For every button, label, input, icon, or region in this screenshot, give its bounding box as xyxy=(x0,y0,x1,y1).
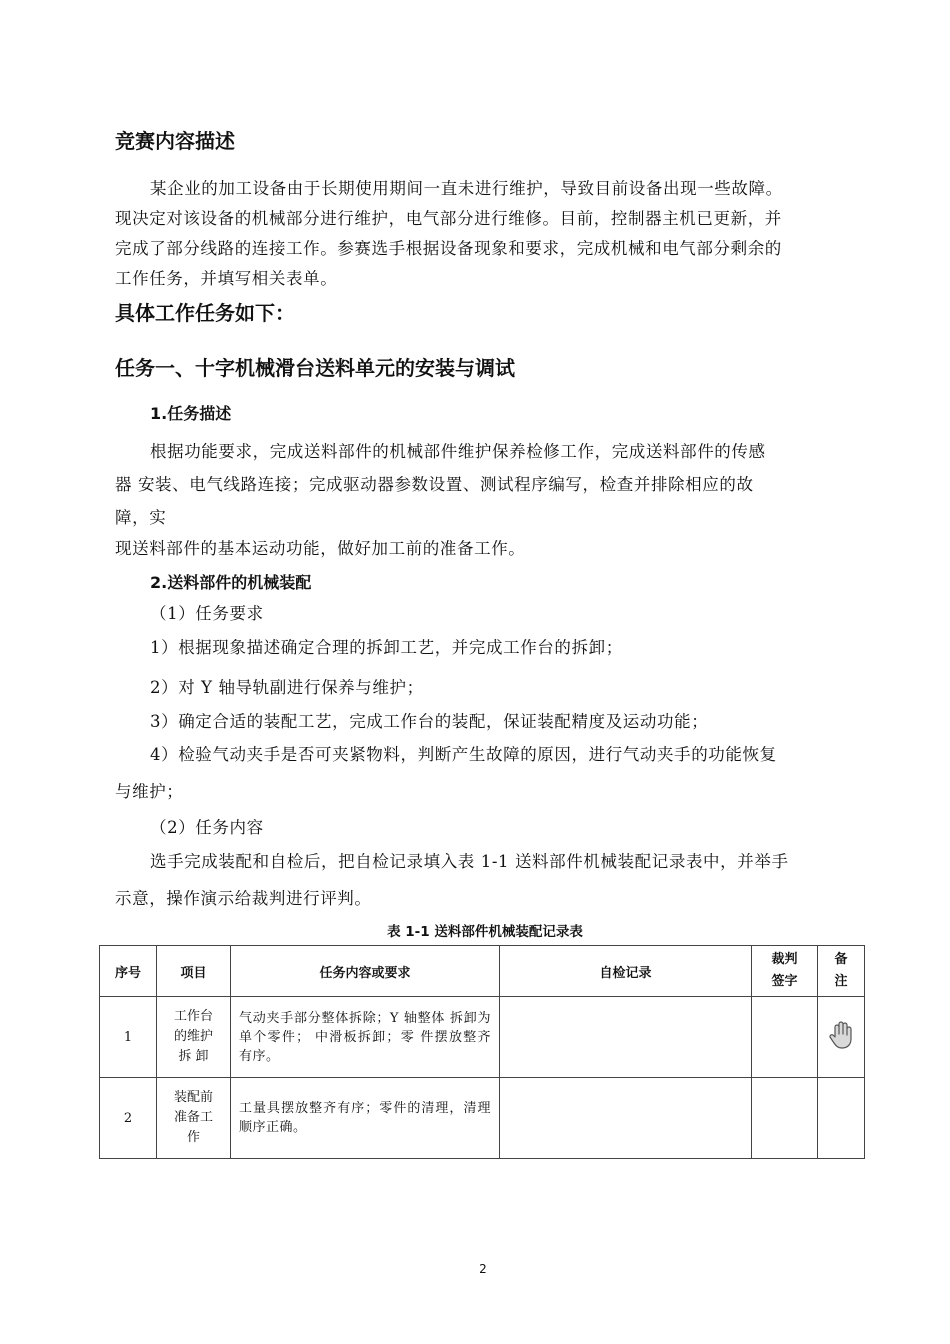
row-self-check[interactable] xyxy=(500,997,752,1078)
table-caption: 表 1-1 送料部件机械装配记录表 xyxy=(387,924,583,940)
header-judge-sign: 裁判签字 xyxy=(752,946,818,997)
table-row xyxy=(100,1078,865,1159)
header-note: 备注 xyxy=(818,946,865,997)
sec1-line: 现送料部件的基本运动功能，做好加工前的准备工作。 xyxy=(115,539,526,558)
requirement-item: 2）对 Y 轴导轨副进行保养与维护； xyxy=(150,678,424,697)
row-self-check[interactable] xyxy=(500,1078,752,1159)
row-requirement: 工量具摆放整齐有序；零件的清理，清理顺序正确。 xyxy=(231,1078,500,1159)
intro-line: 工作任务，并填写相关表单。 xyxy=(115,269,338,288)
header-no: 序号 xyxy=(100,946,157,997)
row-judge-sign[interactable] xyxy=(752,997,818,1078)
sec1-line: 器 安装、电气线路连接；完成驱动器参数设置、测试程序编写，检查并排除相应的故 xyxy=(115,475,754,494)
row-no: 1 xyxy=(100,997,157,1078)
intro-line: 现决定对该设备的机械部分进行维护，电气部分进行维修。目前，控制器主机已更新，并 xyxy=(115,209,782,228)
page-number: 2 xyxy=(479,1262,487,1276)
content-line: 选手完成装配和自检后，把自检记录填入表 1-1 送料部件机械装配记录表中，并举手 xyxy=(150,852,789,871)
header-self-check: 自检记录 xyxy=(500,946,752,997)
header-requirement: 任务内容或要求 xyxy=(231,946,500,997)
table-row xyxy=(100,997,865,1078)
hand-icon xyxy=(828,1020,854,1054)
requirement-item: 与维护； xyxy=(115,782,184,801)
header-item: 项目 xyxy=(157,946,231,997)
requirement-item: 3）确定合适的装配工艺，完成工作台的装配，保证装配精度及运动功能； xyxy=(150,712,709,731)
content-line: 示意，操作演示给裁判进行评判。 xyxy=(115,889,372,908)
section2-title: 2.送料部件的机械装配 xyxy=(150,573,312,592)
row-requirement: 气动夹手部分整体拆除；Y 轴整体 拆卸为单个零件； 中滑板拆卸；零 件摆放整齐有序。 xyxy=(231,997,500,1078)
row-item: 装配前准备工作 xyxy=(157,1078,231,1159)
intro-line: 完成了部分线路的连接工作。参赛选手根据设备现象和要求，完成机械和电气部分剩余的 xyxy=(115,239,782,258)
requirement-item: 4）检验气动夹手是否可夹紧物料，判断产生故障的原因，进行气动夹手的功能恢复 xyxy=(150,745,777,764)
assembly-record-table xyxy=(99,945,865,1159)
sec1-line: 障，实 xyxy=(115,508,167,527)
row-note[interactable] xyxy=(818,1078,865,1159)
sec1-line: 根据功能要求，完成送料部件的机械部件维护保养检修工作，完成送料部件的传感 xyxy=(150,442,766,461)
requirement-item: 1）根据现象描述确定合理的拆卸工艺，并完成工作台的拆卸； xyxy=(150,638,623,657)
table-header-row xyxy=(100,946,865,997)
heading-tasks: 具体工作任务如下： xyxy=(115,301,295,325)
row-item: 工作台的维护拆 卸 xyxy=(157,997,231,1078)
intro-line: 某企业的加工设备由于长期使用期间一直未进行维护，导致目前设备出现一些故障。 xyxy=(150,179,783,198)
row-judge-sign[interactable] xyxy=(752,1078,818,1159)
heading-competition: 竞赛内容描述 xyxy=(115,129,235,153)
row-note[interactable] xyxy=(818,997,865,1078)
section1-title: 1.任务描述 xyxy=(150,404,232,423)
row-no: 2 xyxy=(100,1078,157,1159)
requirements-title: （1）任务要求 xyxy=(150,604,264,623)
heading-task1: 任务一、十字机械滑台送料单元的安装与调试 xyxy=(115,356,515,380)
content-title: （2）任务内容 xyxy=(150,818,264,837)
